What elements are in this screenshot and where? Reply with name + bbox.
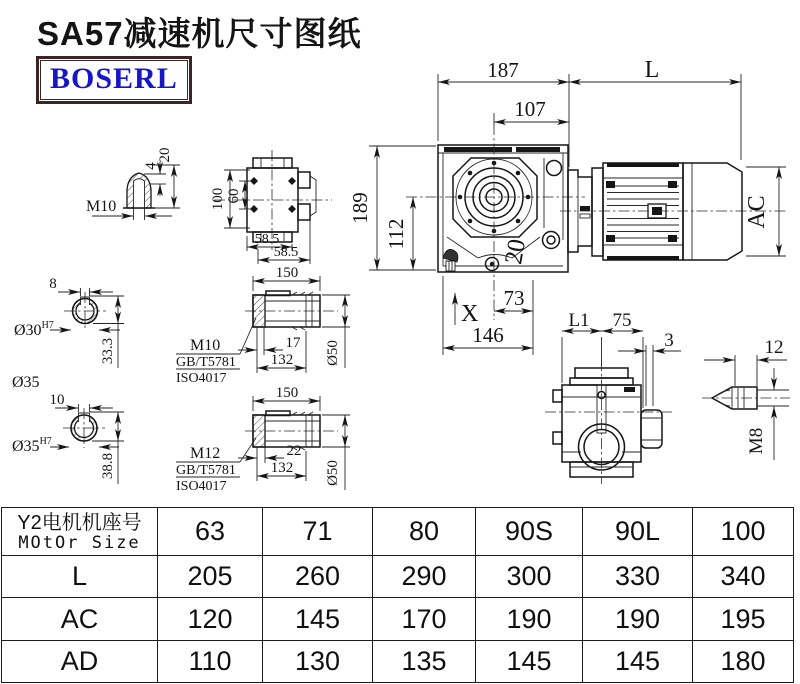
dim-main-107: 107 bbox=[514, 97, 546, 121]
dim-shaft1-hub: 132 bbox=[270, 352, 294, 368]
dim-bore1-dia: $Ø30^{H7}$ bbox=[14, 320, 54, 339]
label-shaft1-std1: GB/T5781 bbox=[176, 355, 236, 370]
col-63: 63 bbox=[158, 508, 263, 556]
dim-side-L1: L1 bbox=[568, 310, 590, 331]
cell-L-71: 260 bbox=[263, 556, 373, 598]
table-row-AC bbox=[2, 598, 794, 641]
cell-AC-80: 170 bbox=[373, 598, 476, 641]
dim-shaft1-dia: Ø50 bbox=[325, 340, 341, 366]
cell-L-63: 205 bbox=[158, 556, 263, 598]
dim-shaft1-len: 150 bbox=[275, 265, 299, 281]
dim-shaft2-dia: Ø50 bbox=[325, 460, 341, 486]
cell-AD-71: 130 bbox=[263, 641, 373, 683]
dim-stud-12: 12 bbox=[764, 337, 784, 358]
dim-main-L: L bbox=[644, 57, 660, 83]
dim-main-187: 187 bbox=[487, 58, 519, 82]
label-shaft1-thread: M10 bbox=[190, 337, 221, 354]
label-shaft2-std1: GB/T5781 bbox=[176, 463, 236, 478]
col-80: 80 bbox=[373, 508, 476, 556]
dim-shaft2-hub: 132 bbox=[270, 460, 294, 476]
dim-stud-M8: M8 bbox=[746, 427, 767, 455]
dim-tip-thread: M10 bbox=[86, 198, 117, 215]
row-label-L: L bbox=[2, 556, 158, 598]
label-shaft1-std2: ISO4017 bbox=[176, 371, 227, 386]
header-motor-size bbox=[2, 508, 158, 556]
dim-main-112: 112 bbox=[384, 218, 408, 250]
dim-bore1-key: 8 bbox=[49, 276, 57, 292]
shaft-tip-detail-view bbox=[86, 148, 180, 221]
dim-main-189: 189 bbox=[348, 192, 372, 224]
table-header-row bbox=[2, 508, 794, 556]
page-title: SA57减速机尺寸图纸 bbox=[37, 15, 362, 52]
dim-shaft2-step: 22 bbox=[286, 443, 302, 459]
label-shaft2-thread: M12 bbox=[190, 445, 221, 462]
dim-bore2-key: 10 bbox=[49, 392, 65, 408]
cell-AC-63: 120 bbox=[158, 598, 263, 641]
bore-section-35 bbox=[12, 392, 124, 484]
dim-main-146: 146 bbox=[472, 323, 504, 347]
stud-detail-view bbox=[702, 337, 790, 460]
cell-AD-100: 180 bbox=[693, 641, 794, 683]
shaft-sleeve-1-view bbox=[176, 265, 350, 386]
dim-flange-58b: 58.5 bbox=[273, 245, 299, 260]
dim-tip-4: 4 bbox=[143, 162, 159, 170]
motor-dimension-table bbox=[1, 507, 794, 683]
cell-AC-100: 195 bbox=[693, 598, 794, 641]
row-label-AC: AC bbox=[2, 598, 158, 641]
table-row-AD bbox=[2, 641, 794, 683]
dim-side-3: 3 bbox=[664, 330, 674, 351]
label-shaft2-std2: ISO4017 bbox=[176, 479, 227, 494]
cell-AC-71: 145 bbox=[263, 598, 373, 641]
row-label-AD: AD bbox=[2, 641, 158, 683]
dim-tip-20: 20 bbox=[157, 147, 173, 163]
gearbox-side-view bbox=[545, 310, 681, 484]
header-motor-size-en: MOtOr Size bbox=[18, 532, 141, 553]
col-100: 100 bbox=[693, 508, 794, 556]
dim-shaft2-len: 150 bbox=[275, 385, 299, 401]
dim-bore2-depth: 38.8 bbox=[100, 452, 116, 480]
dim-bore1-depth: 33.3 bbox=[100, 337, 116, 365]
dim-bore2-dia: $Ø35^{H7}$ bbox=[12, 436, 52, 455]
dim-shaft1-step: 17 bbox=[285, 335, 301, 351]
dim-flange-100: 100 bbox=[210, 187, 226, 211]
cell-AD-80: 135 bbox=[373, 641, 476, 683]
dim-flange-60: 60 bbox=[226, 188, 242, 204]
col-71: 71 bbox=[263, 508, 373, 556]
cell-L-100: 340 bbox=[693, 556, 794, 598]
header-motor-size-cn: Y2电机机座号 bbox=[17, 511, 142, 534]
shaft-sleeve-2-view bbox=[176, 385, 350, 494]
dim-side-75: 75 bbox=[612, 310, 632, 331]
cell-L-90L: 330 bbox=[583, 556, 693, 598]
cell-AC-90L: 190 bbox=[583, 598, 693, 641]
cell-L-90S: 300 bbox=[476, 556, 583, 598]
dim-main-AC: AC bbox=[744, 195, 770, 229]
bore-section-30 bbox=[12, 276, 124, 391]
flange-top-view bbox=[210, 150, 332, 264]
table-row-L bbox=[2, 556, 794, 598]
col-90S: 90S bbox=[476, 508, 583, 556]
dim-main-20: 20 bbox=[500, 237, 532, 267]
dim-flange-58a: 58.5 bbox=[254, 232, 280, 247]
dim-main-73: 73 bbox=[503, 286, 525, 310]
cell-L-80: 290 bbox=[373, 556, 476, 598]
col-90L: 90L bbox=[583, 508, 693, 556]
boserl-logo-text: BOSERL bbox=[40, 60, 188, 100]
cell-AD-90S: 145 bbox=[476, 641, 583, 683]
label-main-X: X bbox=[461, 301, 479, 327]
cell-AD-63: 110 bbox=[158, 641, 263, 683]
cell-AD-90L: 145 bbox=[583, 641, 693, 683]
cell-AC-90S: 190 bbox=[476, 598, 583, 641]
label-dia35: Ø35 bbox=[12, 374, 40, 391]
